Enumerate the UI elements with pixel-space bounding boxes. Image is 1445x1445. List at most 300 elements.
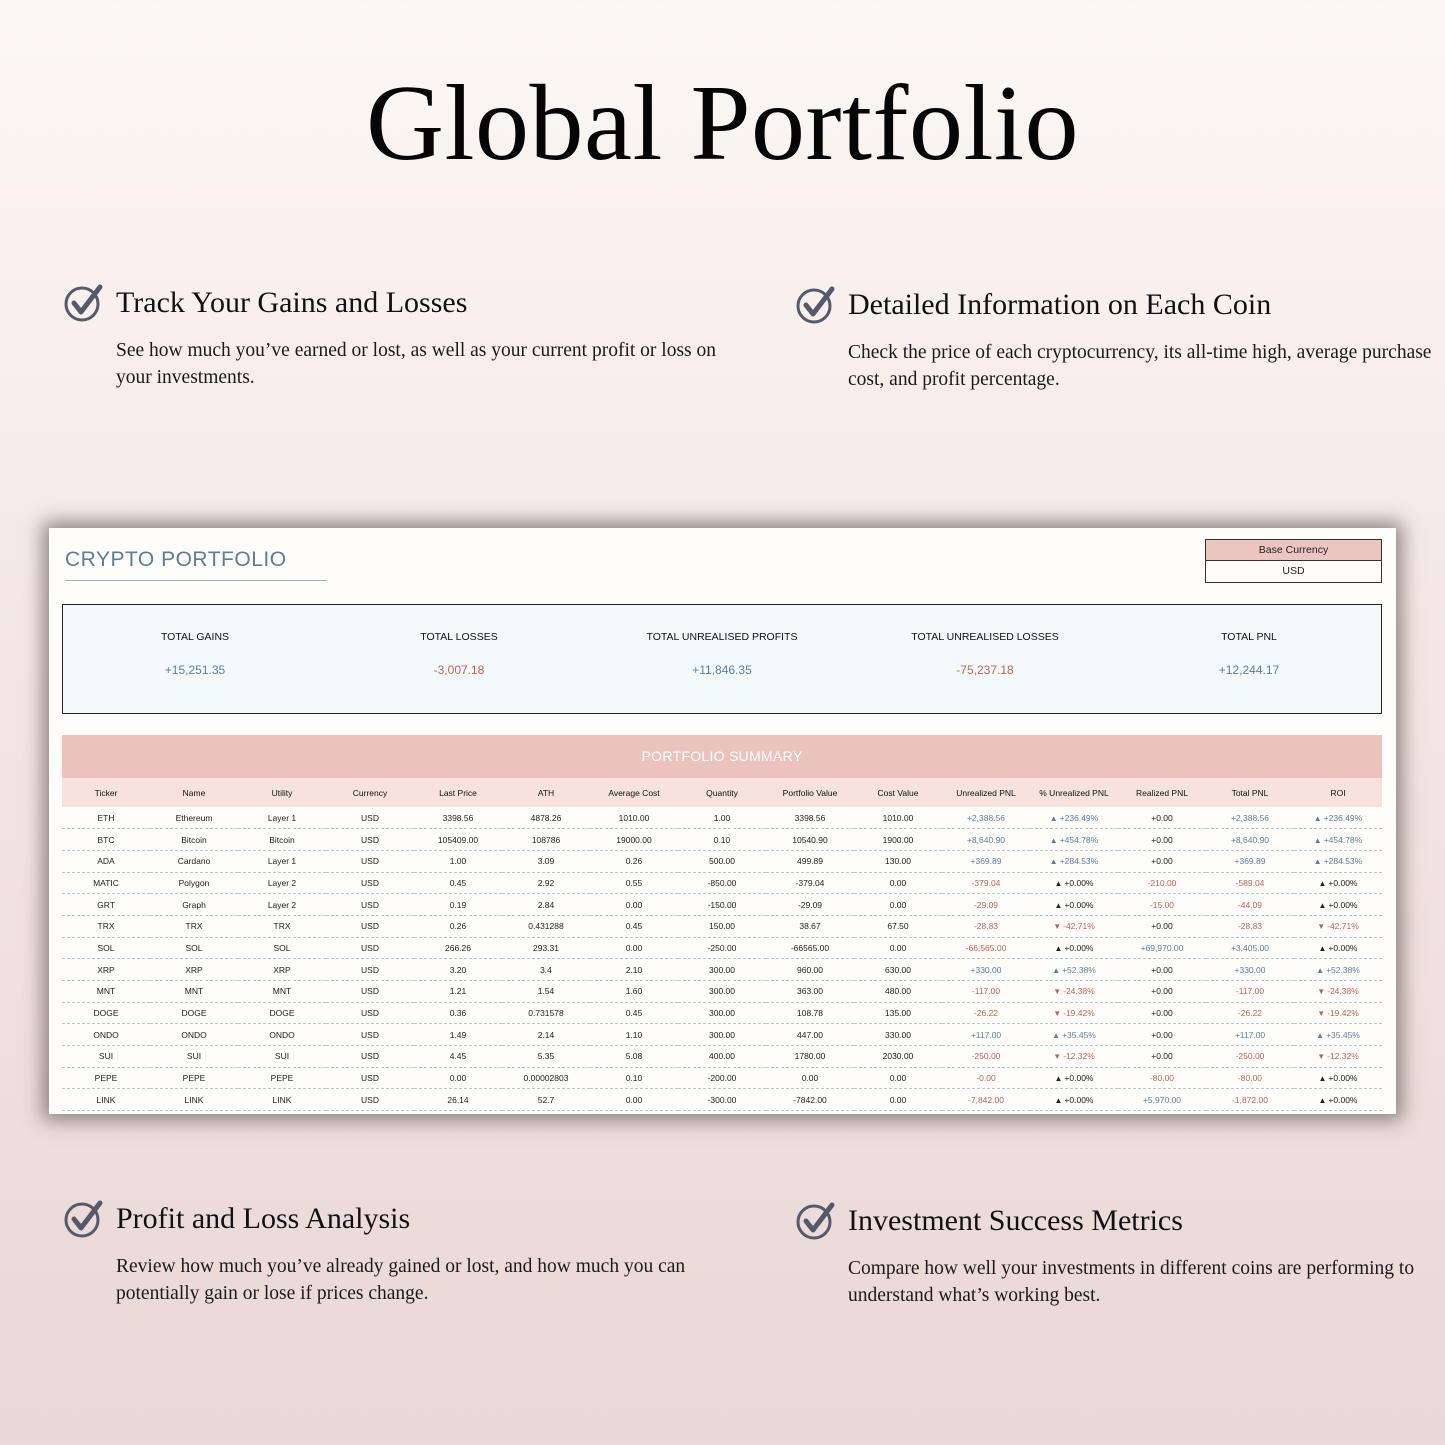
column-header[interactable]: Average Cost: [590, 778, 678, 807]
table-cell[interactable]: 0.431288: [502, 915, 590, 937]
table-cell[interactable]: -589.04: [1206, 872, 1294, 894]
table-cell[interactable]: +369.89: [942, 850, 1030, 872]
table-cell[interactable]: -28.83: [1206, 915, 1294, 937]
portfolio-table: [62, 778, 1382, 1111]
triangle-up-icon: ▲: [1318, 1095, 1327, 1105]
triangle-down-icon: ▼: [1317, 922, 1326, 932]
table-cell[interactable]: LINK: [238, 1089, 326, 1111]
table-cell[interactable]: 0.00: [766, 1067, 854, 1089]
column-header[interactable]: ATH: [502, 778, 590, 807]
table-cell[interactable]: [1294, 807, 1382, 829]
feature-text: Check the price of each cryptocurrency, its all-time high, average purchase cost, and profit percentage.: [848, 342, 1432, 390]
table-cell[interactable]: -7842.00: [766, 1089, 854, 1111]
total-value: -3,007.18: [433, 663, 485, 677]
total-value: +11,846.35: [692, 663, 752, 677]
table-cell[interactable]: 0.26: [414, 915, 502, 937]
table-cell[interactable]: MNT: [150, 981, 238, 1003]
table-cell[interactable]: +5,970.00: [1118, 1089, 1206, 1111]
table-row: [62, 1002, 1382, 1024]
table-cell[interactable]: [1030, 807, 1118, 829]
table-cell[interactable]: 2.14: [502, 1024, 590, 1046]
cell-value: +35.45%: [1062, 1029, 1096, 1040]
table-cell[interactable]: 5.35: [502, 1046, 590, 1068]
table-cell[interactable]: 300.00: [678, 1002, 766, 1024]
table-cell[interactable]: +0.00: [1118, 1024, 1206, 1046]
table-cell[interactable]: SOL: [238, 937, 326, 959]
table-cell[interactable]: 52.7: [502, 1089, 590, 1111]
table-cell[interactable]: USD: [326, 872, 414, 894]
cell-value: +0.00%: [1064, 1073, 1094, 1084]
table-cell[interactable]: 10540.90: [766, 829, 854, 851]
table-cell[interactable]: 0.00: [854, 1089, 942, 1111]
table-cell[interactable]: 2.84: [502, 894, 590, 916]
table-cell[interactable]: PEPE: [62, 1067, 150, 1089]
table-cell[interactable]: USD: [326, 807, 414, 829]
triangle-up-icon: ▲: [1052, 1030, 1061, 1040]
table-cell[interactable]: 26.14: [414, 1089, 502, 1111]
table-cell[interactable]: 630.00: [854, 959, 942, 981]
table-cell[interactable]: DOGE: [150, 1002, 238, 1024]
table-cell[interactable]: USD: [326, 1067, 414, 1089]
table-cell[interactable]: 3398.56: [414, 807, 502, 829]
table-cell[interactable]: 0.45: [590, 1002, 678, 1024]
table-cell[interactable]: 266.26: [414, 937, 502, 959]
table-cell[interactable]: [1294, 1002, 1382, 1024]
table-cell[interactable]: LINK: [62, 1089, 150, 1111]
table-cell[interactable]: -80.00: [1206, 1067, 1294, 1089]
triangle-up-icon: ▲: [1049, 835, 1058, 845]
cell-value: +0.00%: [1064, 877, 1094, 888]
table-cell[interactable]: [1030, 850, 1118, 872]
table-cell[interactable]: +0.00: [1118, 1046, 1206, 1068]
column-header[interactable]: Cost Value: [854, 778, 942, 807]
triangle-up-icon: ▲: [1049, 857, 1058, 867]
column-header[interactable]: Realized PNL: [1118, 778, 1206, 807]
column-header[interactable]: % Unrealized PNL: [1030, 778, 1118, 807]
table-cell[interactable]: 1.60: [590, 981, 678, 1003]
table-cell[interactable]: [1030, 915, 1118, 937]
table-cell[interactable]: 300.00: [678, 1024, 766, 1046]
base-currency-value[interactable]: USD: [1282, 565, 1305, 577]
cell-value: -12.32%: [1063, 1051, 1095, 1062]
feature-coin-info: [796, 285, 1445, 393]
table-cell[interactable]: -300.00: [678, 1089, 766, 1111]
table-cell[interactable]: 0.19: [414, 894, 502, 916]
triangle-up-icon: ▲: [1052, 965, 1061, 975]
table-cell[interactable]: -28.83: [942, 915, 1030, 937]
cell-value: +0.00%: [1064, 1094, 1094, 1105]
table-cell[interactable]: [1030, 872, 1118, 894]
table-cell[interactable]: ETH: [62, 807, 150, 829]
table-cell[interactable]: 0.00002803: [502, 1067, 590, 1089]
cell-value: -19.42%: [1327, 1008, 1359, 1019]
table-cell[interactable]: 1.10: [590, 1024, 678, 1046]
table-cell[interactable]: 108786: [502, 829, 590, 851]
table-cell[interactable]: -29.09: [942, 894, 1030, 916]
triangle-up-icon: ▲: [1318, 943, 1327, 953]
table-cell[interactable]: 19000.00: [590, 829, 678, 851]
total-label: TOTAL PNL: [1221, 631, 1277, 643]
table-cell[interactable]: 3.09: [502, 850, 590, 872]
table-cell[interactable]: Graph: [150, 894, 238, 916]
table-cell[interactable]: 0.10: [590, 1067, 678, 1089]
table-cell[interactable]: +369.89: [1206, 850, 1294, 872]
table-row: [62, 872, 1382, 894]
table-cell[interactable]: 0.00: [414, 1067, 502, 1089]
table-cell[interactable]: -117.00: [942, 981, 1030, 1003]
table-cell[interactable]: 0.36: [414, 1002, 502, 1024]
table-cell[interactable]: +0.00: [1118, 829, 1206, 851]
checkmark-icon: [796, 1201, 836, 1241]
table-cell[interactable]: USD: [326, 850, 414, 872]
table-row: [62, 1067, 1382, 1089]
table-cell[interactable]: -29.09: [766, 894, 854, 916]
column-header[interactable]: ROI: [1294, 778, 1382, 807]
table-cell[interactable]: Ethereum: [150, 807, 238, 829]
table-cell[interactable]: MNT: [62, 981, 150, 1003]
table-cell[interactable]: -250.00: [678, 937, 766, 959]
table-cell[interactable]: USD: [326, 829, 414, 851]
table-cell[interactable]: DOGE: [238, 1002, 326, 1024]
table-cell[interactable]: [1030, 959, 1118, 981]
table-cell[interactable]: ADA: [62, 850, 150, 872]
table-cell[interactable]: Layer 2: [238, 894, 326, 916]
table-cell[interactable]: -15.00: [1118, 894, 1206, 916]
cell-value: +454.78%: [1323, 834, 1363, 845]
table-cell[interactable]: 3.20: [414, 959, 502, 981]
table-cell[interactable]: +0.00: [1118, 850, 1206, 872]
table-cell[interactable]: +117.00: [1206, 1024, 1294, 1046]
table-body: [62, 807, 1382, 1111]
feature-title: Profit and Loss Analysis: [116, 1202, 411, 1235]
table-cell[interactable]: 960.00: [766, 959, 854, 981]
table-cell[interactable]: -379.04: [766, 872, 854, 894]
triangle-up-icon: ▲: [1316, 965, 1325, 975]
table-cell[interactable]: 1.49: [414, 1024, 502, 1046]
feature-track-gains: [64, 283, 724, 391]
table-cell[interactable]: -150.00: [678, 894, 766, 916]
table-row: [62, 850, 1382, 872]
table-cell[interactable]: -379.04: [942, 872, 1030, 894]
table-cell[interactable]: 447.00: [766, 1024, 854, 1046]
table-cell[interactable]: 2030.00: [854, 1046, 942, 1068]
table-cell[interactable]: -200.00: [678, 1067, 766, 1089]
table-cell[interactable]: -26.22: [942, 1002, 1030, 1024]
table-cell[interactable]: [1294, 850, 1382, 872]
table-cell[interactable]: -7,842.00: [942, 1089, 1030, 1111]
table-cell[interactable]: [1294, 981, 1382, 1003]
table-cell[interactable]: 500.00: [678, 850, 766, 872]
table-cell[interactable]: XRP: [62, 959, 150, 981]
table-cell[interactable]: MNT: [238, 981, 326, 1003]
table-cell[interactable]: [1030, 1002, 1118, 1024]
table-cell[interactable]: 0.00: [854, 1067, 942, 1089]
table-cell[interactable]: SUI: [62, 1046, 150, 1068]
table-cell[interactable]: +8,640.90: [942, 829, 1030, 851]
table-cell[interactable]: 1780.00: [766, 1046, 854, 1068]
table-cell[interactable]: USD: [326, 1046, 414, 1068]
table-cell[interactable]: 1.21: [414, 981, 502, 1003]
table-cell[interactable]: 67.50: [854, 915, 942, 937]
table-cell[interactable]: -0.00: [942, 1067, 1030, 1089]
table-cell[interactable]: -250.00: [942, 1046, 1030, 1068]
table-cell[interactable]: [1294, 1046, 1382, 1068]
table-cell[interactable]: [1294, 937, 1382, 959]
table-cell[interactable]: USD: [326, 894, 414, 916]
table-cell[interactable]: 108.78: [766, 1002, 854, 1024]
table-cell[interactable]: Layer 1: [238, 807, 326, 829]
table-cell[interactable]: USD: [326, 1089, 414, 1111]
table-cell[interactable]: 293.31: [502, 937, 590, 959]
cell-value: +236.49%: [1059, 812, 1099, 823]
table-cell[interactable]: USD: [326, 915, 414, 937]
table-cell[interactable]: Bitcoin: [238, 829, 326, 851]
cell-value: +52.38%: [1326, 964, 1360, 975]
table-cell[interactable]: 1.00: [414, 850, 502, 872]
table-cell[interactable]: [1294, 829, 1382, 851]
table-cell[interactable]: TRX: [62, 915, 150, 937]
table-cell[interactable]: +2,388.56: [1206, 807, 1294, 829]
table-cell[interactable]: +0.00: [1118, 1002, 1206, 1024]
table-cell[interactable]: 4878.26: [502, 807, 590, 829]
table-cell[interactable]: ONDO: [150, 1024, 238, 1046]
table-cell[interactable]: +330.00: [942, 959, 1030, 981]
table-cell[interactable]: [1030, 1024, 1118, 1046]
table-cell[interactable]: 1.54: [502, 981, 590, 1003]
table-cell[interactable]: 150.00: [678, 915, 766, 937]
table-cell[interactable]: 4.45: [414, 1046, 502, 1068]
table-cell[interactable]: USD: [326, 981, 414, 1003]
table-cell[interactable]: [1030, 1089, 1118, 1111]
table-cell[interactable]: -850.00: [678, 872, 766, 894]
sheet-title: CRYPTO PORTFOLIO: [65, 548, 327, 581]
table-cell[interactable]: +0.00: [1118, 807, 1206, 829]
table-cell[interactable]: 0.00: [854, 894, 942, 916]
cell-value: +0.00%: [1064, 942, 1094, 953]
table-cell[interactable]: [1030, 937, 1118, 959]
checkmark-icon: [64, 1199, 104, 1239]
table-cell[interactable]: 135.00: [854, 1002, 942, 1024]
table-row: [62, 959, 1382, 981]
table-cell[interactable]: [1030, 829, 1118, 851]
table-cell[interactable]: XRP: [238, 959, 326, 981]
cell-value: +0.00%: [1328, 877, 1358, 888]
table-header-row: [62, 778, 1382, 807]
table-cell[interactable]: 3398.56: [766, 807, 854, 829]
table-cell[interactable]: Polygon: [150, 872, 238, 894]
table-cell[interactable]: -66565.00: [766, 937, 854, 959]
table-cell[interactable]: +330.00: [1206, 959, 1294, 981]
triangle-up-icon: ▲: [1313, 857, 1322, 867]
table-cell[interactable]: [1294, 915, 1382, 937]
column-header[interactable]: Portfolio Value: [766, 778, 854, 807]
cell-value: +0.00%: [1328, 1094, 1358, 1105]
table-cell[interactable]: -117.00: [1206, 981, 1294, 1003]
total-value: -75,237.18: [956, 663, 1014, 677]
table-cell[interactable]: +69,970.00: [1118, 937, 1206, 959]
table-cell[interactable]: SOL: [62, 937, 150, 959]
table-cell[interactable]: Bitcoin: [150, 829, 238, 851]
table-cell[interactable]: -250.00: [1206, 1046, 1294, 1068]
triangle-up-icon: ▲: [1054, 878, 1063, 888]
table-cell[interactable]: 330.00: [854, 1024, 942, 1046]
table-cell[interactable]: -44.09: [1206, 894, 1294, 916]
triangle-up-icon: ▲: [1054, 1074, 1063, 1084]
table-cell[interactable]: +8,640.90: [1206, 829, 1294, 851]
cell-value: -12.32%: [1327, 1051, 1359, 1062]
table-cell[interactable]: Layer 2: [238, 872, 326, 894]
column-header[interactable]: Name: [150, 778, 238, 807]
table-cell[interactable]: [1030, 1067, 1118, 1089]
triangle-up-icon: ▲: [1318, 878, 1327, 888]
table-cell[interactable]: 0.10: [678, 829, 766, 851]
table-cell[interactable]: 400.00: [678, 1046, 766, 1068]
table-cell[interactable]: USD: [326, 959, 414, 981]
table-cell[interactable]: [1030, 1046, 1118, 1068]
table-cell[interactable]: +117.00: [942, 1024, 1030, 1046]
feature-text: Compare how well your investments in different coins are performing to understand what’s working best.: [848, 1258, 1415, 1306]
triangle-up-icon: ▲: [1318, 900, 1327, 910]
table-cell[interactable]: Layer 1: [238, 850, 326, 872]
table-cell[interactable]: -210.00: [1118, 872, 1206, 894]
table-row: [62, 1024, 1382, 1046]
table-cell[interactable]: PEPE: [150, 1067, 238, 1089]
table-cell[interactable]: [1030, 981, 1118, 1003]
table-cell[interactable]: [1294, 1067, 1382, 1089]
table-cell[interactable]: Cardano: [150, 850, 238, 872]
table-cell[interactable]: ONDO: [238, 1024, 326, 1046]
table-cell[interactable]: +0.00: [1118, 959, 1206, 981]
feature-text: See how much you’ve earned or lost, as well as your current profit or loss on your investments.: [116, 340, 717, 388]
table-cell[interactable]: 363.00: [766, 981, 854, 1003]
column-header[interactable]: Unrealized PNL: [942, 778, 1030, 807]
total-value: +12,244.17: [1218, 663, 1280, 677]
table-cell[interactable]: +0.00: [1118, 915, 1206, 937]
table-cell[interactable]: USD: [326, 1024, 414, 1046]
triangle-up-icon: ▲: [1054, 943, 1063, 953]
table-cell[interactable]: 2.92: [502, 872, 590, 894]
table-cell[interactable]: [1294, 1089, 1382, 1111]
table-cell[interactable]: 0.00: [590, 894, 678, 916]
column-header[interactable]: Ticker: [62, 778, 150, 807]
table-cell[interactable]: SOL: [150, 937, 238, 959]
base-currency-box: [1205, 539, 1382, 583]
table-cell[interactable]: 0.00: [590, 1089, 678, 1111]
column-header[interactable]: Utility: [238, 778, 326, 807]
table-cell[interactable]: 1010.00: [854, 807, 942, 829]
column-header[interactable]: Total PNL: [1206, 778, 1294, 807]
table-cell[interactable]: TRX: [150, 915, 238, 937]
cell-value: +0.00%: [1328, 1073, 1358, 1084]
table-cell[interactable]: XRP: [150, 959, 238, 981]
table-cell[interactable]: 0.45: [414, 872, 502, 894]
table-cell[interactable]: SUI: [238, 1046, 326, 1068]
table-cell[interactable]: 3.4: [502, 959, 590, 981]
table-cell[interactable]: 1900.00: [854, 829, 942, 851]
column-header[interactable]: Last Price: [414, 778, 502, 807]
triangle-down-icon: ▼: [1053, 1052, 1062, 1062]
table-cell[interactable]: 300.00: [678, 981, 766, 1003]
table-cell[interactable]: 0.00: [590, 937, 678, 959]
table-cell[interactable]: +0.00: [1118, 981, 1206, 1003]
table-cell[interactable]: MATIC: [62, 872, 150, 894]
cell-value: -24.38%: [1327, 986, 1359, 997]
table-cell[interactable]: 1010.00: [590, 807, 678, 829]
table-cell[interactable]: 300.00: [678, 959, 766, 981]
table-row: [62, 937, 1382, 959]
table-cell[interactable]: USD: [326, 1002, 414, 1024]
table-cell[interactable]: 0.00: [854, 937, 942, 959]
table-cell[interactable]: 0.731578: [502, 1002, 590, 1024]
checkmark-icon: [796, 285, 836, 325]
table-cell[interactable]: GRT: [62, 894, 150, 916]
table-row: [62, 915, 1382, 937]
table-cell[interactable]: +3,405.00: [1206, 937, 1294, 959]
feature-success-metrics: [796, 1201, 1445, 1309]
table-cell[interactable]: 38.67: [766, 915, 854, 937]
table-cell[interactable]: 2.10: [590, 959, 678, 981]
table-cell[interactable]: 0.45: [590, 915, 678, 937]
triangle-up-icon: ▲: [1313, 813, 1322, 823]
column-header[interactable]: Currency: [326, 778, 414, 807]
cell-value: +0.00%: [1328, 899, 1358, 910]
cell-value: +454.78%: [1059, 834, 1099, 845]
table-cell[interactable]: [1294, 894, 1382, 916]
portfolio-summary-header: PORTFOLIO SUMMARY: [62, 735, 1382, 778]
table-cell[interactable]: USD: [326, 937, 414, 959]
table-cell[interactable]: TRX: [238, 915, 326, 937]
table-cell[interactable]: 0.55: [590, 872, 678, 894]
table-cell[interactable]: 105409.00: [414, 829, 502, 851]
table-cell[interactable]: 0.26: [590, 850, 678, 872]
table-cell[interactable]: PEPE: [238, 1067, 326, 1089]
table-cell[interactable]: -66,565.00: [942, 937, 1030, 959]
table-cell[interactable]: 1.00: [678, 807, 766, 829]
table-cell[interactable]: 5.08: [590, 1046, 678, 1068]
feature-title: Investment Success Metrics: [848, 1204, 1183, 1237]
table-cell[interactable]: LINK: [150, 1089, 238, 1111]
table-cell[interactable]: 480.00: [854, 981, 942, 1003]
column-header[interactable]: Quantity: [678, 778, 766, 807]
table-cell[interactable]: ONDO: [62, 1024, 150, 1046]
table-cell[interactable]: [1294, 1024, 1382, 1046]
table-cell[interactable]: [1294, 872, 1382, 894]
table-cell[interactable]: BTC: [62, 829, 150, 851]
table-cell[interactable]: [1030, 894, 1118, 916]
feature-text: Review how much you’ve already gained or lost, and how much you can potentially gain or lose if prices change.: [116, 1256, 686, 1304]
table-cell[interactable]: [1294, 959, 1382, 981]
triangle-up-icon: ▲: [1054, 1095, 1063, 1105]
feature-pnl-analysis: [64, 1199, 724, 1307]
table-cell[interactable]: -80.00: [1118, 1067, 1206, 1089]
table-cell[interactable]: 499.89: [766, 850, 854, 872]
cell-value: -24.38%: [1063, 986, 1095, 997]
table-cell[interactable]: +2,388.56: [942, 807, 1030, 829]
table-row: [62, 981, 1382, 1003]
table-cell[interactable]: 0.00: [854, 872, 942, 894]
table-cell[interactable]: -26.22: [1206, 1002, 1294, 1024]
cell-value: -42.71%: [1063, 921, 1095, 932]
table-cell[interactable]: 130.00: [854, 850, 942, 872]
checkmark-icon: [64, 283, 104, 323]
cell-value: +0.00%: [1064, 899, 1094, 910]
page-title: Global Portfolio: [366, 64, 1079, 183]
table-cell[interactable]: DOGE: [62, 1002, 150, 1024]
feature-title: Detailed Information on Each Coin: [848, 288, 1272, 321]
table-cell[interactable]: SUI: [150, 1046, 238, 1068]
triangle-down-icon: ▼: [1053, 922, 1062, 932]
table-cell[interactable]: -1,872.00: [1206, 1089, 1294, 1111]
